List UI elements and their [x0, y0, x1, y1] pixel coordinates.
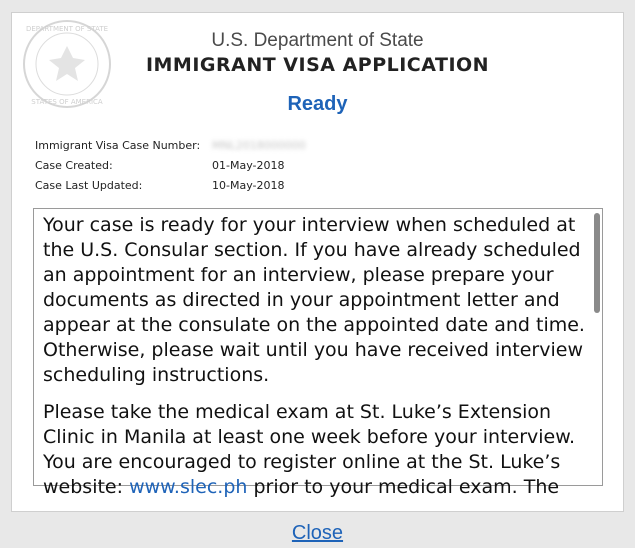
case-created-label: Case Created:: [35, 159, 113, 172]
case-number-value: MNL2018000000: [212, 139, 306, 152]
case-updated-label: Case Last Updated:: [35, 179, 143, 192]
scrollbar-thumb[interactable]: [594, 213, 600, 313]
status-badge: Ready: [287, 93, 348, 115]
svg-text:DEPARTMENT OF STATE: DEPARTMENT OF STATE: [25, 25, 109, 33]
case-info: [35, 136, 306, 196]
message-text-segment: Please take the medical exam at St. Luke’s Extension Clinic in Manila at least one week before your interview. You are encouraged to register online at the St. Luke’s website:: [43, 401, 576, 498]
slec-website-link[interactable]: www.slec.ph: [129, 476, 248, 498]
message-paragraph: Your case is ready for your interview when scheduled at the U.S. Consular section. If you have already scheduled an appointment for an interview, please prepare your documents as directed in your appointment letter and appear at the consulate on the appointed date and time. Otherwise, please wait until you have received interview scheduling instructions.: [43, 214, 585, 386]
case-number-row: [35, 136, 306, 156]
department-name: U.S. Department of State: [211, 30, 424, 51]
case-created-value: 01-May-2018: [212, 159, 285, 172]
page-title: IMMIGRANT VISA APPLICATION: [145, 54, 490, 76]
case-created-row: [35, 156, 306, 176]
case-updated-row: [35, 176, 306, 196]
svg-text:STATES OF AMERICA: STATES OF AMERICA: [31, 98, 103, 106]
message-paragraph: [43, 400, 590, 500]
case-updated-value: 10-May-2018: [212, 179, 285, 192]
case-number-label: Immigrant Visa Case Number:: [35, 139, 201, 152]
message-scroll-area[interactable]: [33, 208, 603, 498]
message-text-segment: prior to your medical exam. The: [247, 476, 560, 498]
status-dialog: [11, 12, 624, 512]
close-button[interactable]: Close: [291, 522, 344, 544]
message-text: [34, 209, 602, 500]
